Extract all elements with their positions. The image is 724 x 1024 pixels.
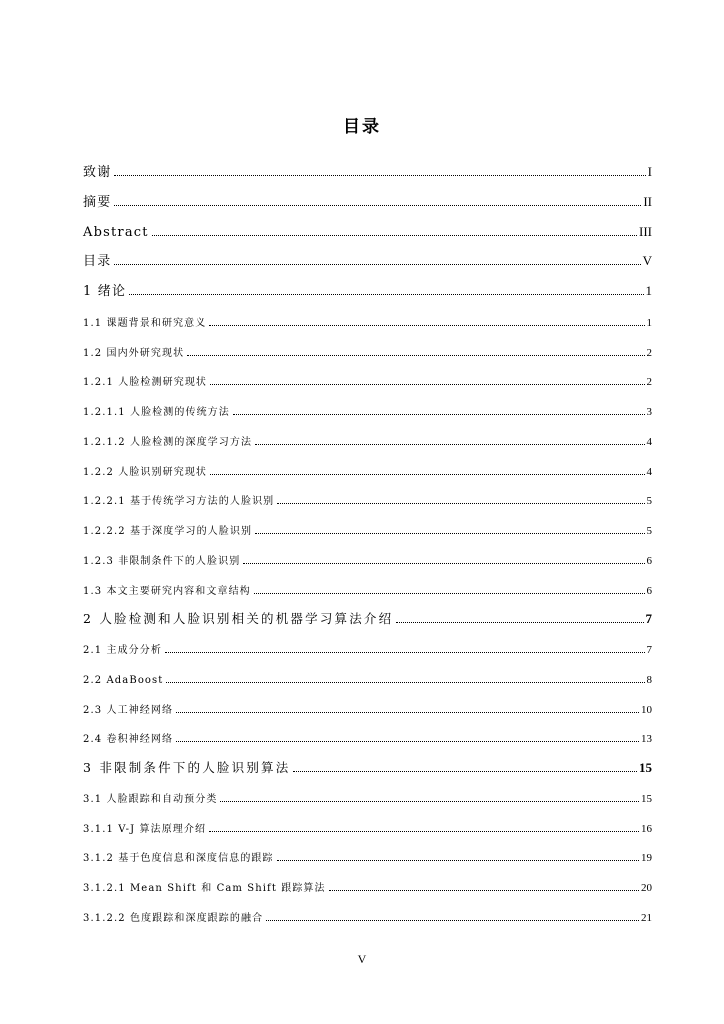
toc-entry-label: 2 人脸检测和人脸识别相关的机器学习算法介绍 [83,611,394,627]
toc-entry-label: 2.3 人工神经网络 [83,704,174,716]
toc-entry-page: 15 [641,792,652,805]
dot-leader [176,712,639,713]
toc-entry[interactable] [83,818,652,848]
toc-entry-label: 1.3 本文主要研究内容和文章结构 [83,585,251,597]
toc-entry-page: I [647,164,652,179]
toc-entry[interactable] [83,669,652,699]
toc-entry-label: 3.1.2 基于色度信息和深度信息的跟踪 [83,853,274,865]
toc-entry-page: 5 [646,525,652,537]
toc-entry-page: 20 [641,882,652,894]
toc-entry-label: 摘要 [83,194,112,210]
toc-entry-page: 6 [646,554,652,567]
toc-entry[interactable] [83,580,652,610]
dot-leader [277,860,639,861]
toc-entry[interactable] [83,371,652,401]
dot-leader [329,890,639,891]
toc-entry-page: 7 [646,644,652,656]
dot-leader [255,444,644,445]
table-of-contents [83,163,652,937]
toc-entry[interactable] [83,282,652,312]
toc-entry[interactable] [83,639,652,669]
dot-leader [166,682,644,683]
toc-entry[interactable] [83,728,652,758]
toc-entry[interactable] [83,401,652,431]
dot-leader [254,593,645,594]
dot-leader [277,503,644,504]
toc-entry-label: 1.1 课题背景和研究意义 [83,317,207,329]
dot-leader [255,533,644,534]
dot-leader [209,325,644,326]
toc-entry-page: V [642,253,652,269]
toc-entry-label: 1.2.1 人脸检测研究现状 [83,377,208,389]
toc-entry-label: 2.2 AdaBoost [83,674,164,686]
toc-entry-label: 致谢 [83,165,112,180]
toc-entry-page: 13 [641,733,652,746]
dot-leader [210,474,644,475]
toc-entry-page: 15 [639,760,652,775]
toc-entry[interactable] [83,520,652,550]
toc-entry[interactable] [83,312,652,342]
toc-entry-page: 21 [641,911,652,924]
toc-entry[interactable] [83,758,652,788]
toc-entry-label: 3.1.2.1 Mean Shift 和 Cam Shift 跟踪算法 [83,883,326,894]
toc-entry-label: 2.4 卷积神经网络 [83,734,174,746]
toc-entry-page: 1 [646,316,652,329]
toc-entry[interactable] [83,907,652,937]
toc-entry-label: 1 绪论 [83,284,127,299]
toc-entry-label: 3.1.2.2 色度跟踪和深度跟踪的融合 [83,912,264,924]
toc-entry[interactable] [83,342,652,372]
toc-entry-label: 目录 [83,254,112,270]
toc-entry[interactable] [83,461,652,491]
toc-entry-label: 2.1 主成分分析 [83,645,162,656]
toc-entry[interactable] [83,163,652,193]
toc-entry[interactable] [83,431,652,461]
toc-entry-label: 1.2.2 人脸识别研究现状 [83,466,208,478]
toc-entry[interactable] [83,877,652,907]
toc-entry[interactable] [83,490,652,520]
toc-entry[interactable] [83,847,652,877]
toc-entry-page: 1 [645,283,652,298]
dot-leader [187,355,644,356]
toc-entry[interactable] [83,550,652,580]
toc-entry-label: 1.2 国内外研究现状 [83,347,185,359]
toc-entry-label: 1.2.2.1 基于传统学习方法的人脸识别 [83,496,275,508]
toc-entry-page: 3 [646,406,652,418]
toc-entry-page: 8 [646,673,652,686]
page-title: 目录 [343,117,381,137]
toc-entry-label: Abstract [83,224,149,240]
dot-leader [152,235,637,236]
toc-entry-label: 1.2.1.2 人脸检测的深度学习方法 [83,436,253,448]
dot-leader [396,622,643,623]
toc-entry-page: 10 [641,703,652,716]
toc-entry-page: 2 [646,376,652,389]
toc-entry-page: 16 [641,822,652,835]
dot-leader [233,414,645,415]
toc-entry[interactable] [83,699,652,729]
toc-entry[interactable] [83,788,652,818]
dot-leader [220,801,639,802]
toc-entry-label: 3 非限制条件下的人脸识别算法 [83,760,291,775]
toc-entry-page: III [639,223,652,239]
toc-entry-page: 4 [646,435,652,448]
toc-entry-label: 3.1 人脸跟踪和自动预分类 [83,793,218,805]
page-number: V [357,952,367,966]
dot-leader [266,920,639,921]
toc-entry[interactable] [83,193,652,223]
dot-leader [114,175,645,176]
dot-leader [243,563,644,564]
toc-entry-label: 3.1.1 V-J 算法原理介绍 [83,823,207,835]
toc-entry-page: 6 [646,584,652,597]
toc-entry-page: 4 [646,465,652,478]
toc-entry[interactable] [83,252,652,282]
dot-leader [176,741,639,742]
toc-entry-page: 5 [646,495,652,508]
dot-leader [293,771,637,772]
toc-entry-page: 2 [646,346,652,359]
dot-leader [114,264,640,265]
toc-entry-label: 1.2.1.1 人脸检测的传统方法 [83,407,230,418]
toc-entry-page: 7 [645,611,652,627]
toc-entry-page: II [643,193,652,209]
dot-leader [209,831,639,832]
toc-entry-label: 1.2.3 非限制条件下的人脸识别 [83,555,241,567]
toc-entry[interactable] [83,223,652,253]
dot-leader [129,294,643,295]
toc-entry[interactable] [83,609,652,639]
dot-leader [210,384,644,385]
toc-entry-page: 19 [641,852,652,865]
toc-entry-label: 1.2.2.2 基于深度学习的人脸识别 [83,526,253,537]
dot-leader [165,652,645,653]
dot-leader [114,205,641,206]
